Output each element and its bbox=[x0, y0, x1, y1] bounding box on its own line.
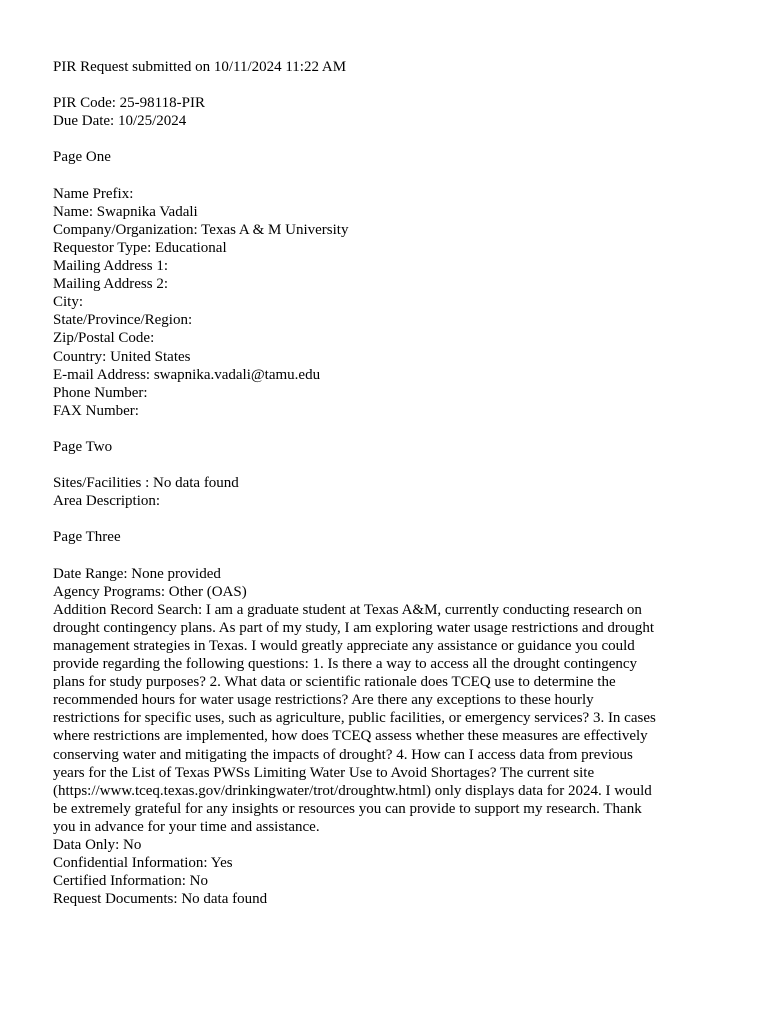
field-certified: Certified Information: No bbox=[53, 873, 208, 890]
field-mailing-address-1: Mailing Address 1: bbox=[53, 258, 168, 275]
field-sites-facilities: Sites/Facilities : No data found bbox=[53, 475, 239, 492]
submitted-line: PIR Request submitted on 10/11/2024 11:22 AM bbox=[53, 59, 347, 75]
field-company: Company/Organization: Texas A & M University bbox=[53, 221, 349, 238]
field-date-range: Date Range: None provided bbox=[53, 565, 221, 582]
field-state: State/Province/Region: bbox=[53, 312, 193, 329]
field-area-description: Area Description: bbox=[53, 493, 161, 510]
spacer bbox=[53, 547, 721, 565]
spacer bbox=[53, 76, 721, 94]
spacer bbox=[53, 510, 721, 528]
page-three-heading: Page Three bbox=[53, 529, 121, 546]
addition-record-line: years for the List of Texas PWSs Limiting Water Use to Avoid Shortages? The current site bbox=[53, 764, 595, 781]
field-name-prefix: Name Prefix: bbox=[53, 185, 134, 202]
field-city: City: bbox=[53, 294, 84, 311]
field-data-only: Data Only: No bbox=[53, 837, 142, 854]
field-confidential: Confidential Information: Yes bbox=[53, 855, 233, 872]
field-name: Name: Swapnika Vadali bbox=[53, 203, 198, 220]
field-request-documents: Request Documents: No data found bbox=[53, 891, 268, 908]
addition-record-line: plans for study purposes? 2. What data or scientific rationale does TCEQ use to determine the bbox=[53, 674, 616, 691]
pir-request-document bbox=[53, 58, 721, 908]
pir-code: PIR Code: 25-98118-PIR bbox=[53, 95, 205, 112]
field-fax: FAX Number: bbox=[53, 402, 139, 419]
spacer bbox=[53, 456, 721, 474]
addition-record-line: restrictions for specific uses, such as agriculture, public facilities, or emergency services? 3. In cases bbox=[53, 710, 656, 727]
addition-record-line: conserving water and mitigating the impacts of drought? 4. How can I access data from previous bbox=[53, 746, 633, 763]
field-country: Country: United States bbox=[53, 348, 191, 365]
spacer bbox=[53, 130, 721, 148]
addition-record-line: drought contingency plans. As part of my study, I am exploring water usage restrictions and drought bbox=[53, 619, 654, 636]
field-mailing-address-2: Mailing Address 2: bbox=[53, 276, 168, 293]
addition-record-line: recommended hours for water usage restrictions? Are there any exceptions to these hourly bbox=[53, 692, 594, 709]
field-zip: Zip/Postal Code: bbox=[53, 330, 155, 347]
spacer bbox=[53, 420, 721, 438]
due-date: Due Date: 10/25/2024 bbox=[53, 113, 187, 130]
field-email: E-mail Address: swapnika.vadali@tamu.edu bbox=[53, 366, 321, 383]
addition-record-line: you in advance for your time and assistance. bbox=[53, 818, 320, 835]
field-requestor-type: Requestor Type: Educational bbox=[53, 239, 227, 256]
addition-record-line: Addition Record Search: I am a graduate student at Texas A&M, currently conducting research on bbox=[53, 601, 642, 618]
field-agency-programs: Agency Programs: Other (OAS) bbox=[53, 583, 247, 600]
field-phone: Phone Number: bbox=[53, 384, 148, 401]
addition-record-line: where restrictions are implemented, how does TCEQ assess whether these measures are effectively bbox=[53, 728, 648, 745]
addition-record-line: be extremely grateful for any insights or resources you can provide to support my research. Thank bbox=[53, 800, 642, 817]
page-one-heading: Page One bbox=[53, 149, 111, 166]
addition-record-line: provide regarding the following questions: 1. Is there a way to access all the drought contingency bbox=[53, 656, 638, 673]
page-two-heading: Page Two bbox=[53, 438, 113, 455]
spacer bbox=[53, 167, 721, 185]
addition-record-line: management strategies in Texas. I would greatly appreciate any assistance or guidance you could bbox=[53, 638, 635, 654]
addition-record-line: (https://www.tceq.texas.gov/drinkingwater/trot/droughtw.html) only displays data for 2024. I would bbox=[53, 782, 652, 799]
